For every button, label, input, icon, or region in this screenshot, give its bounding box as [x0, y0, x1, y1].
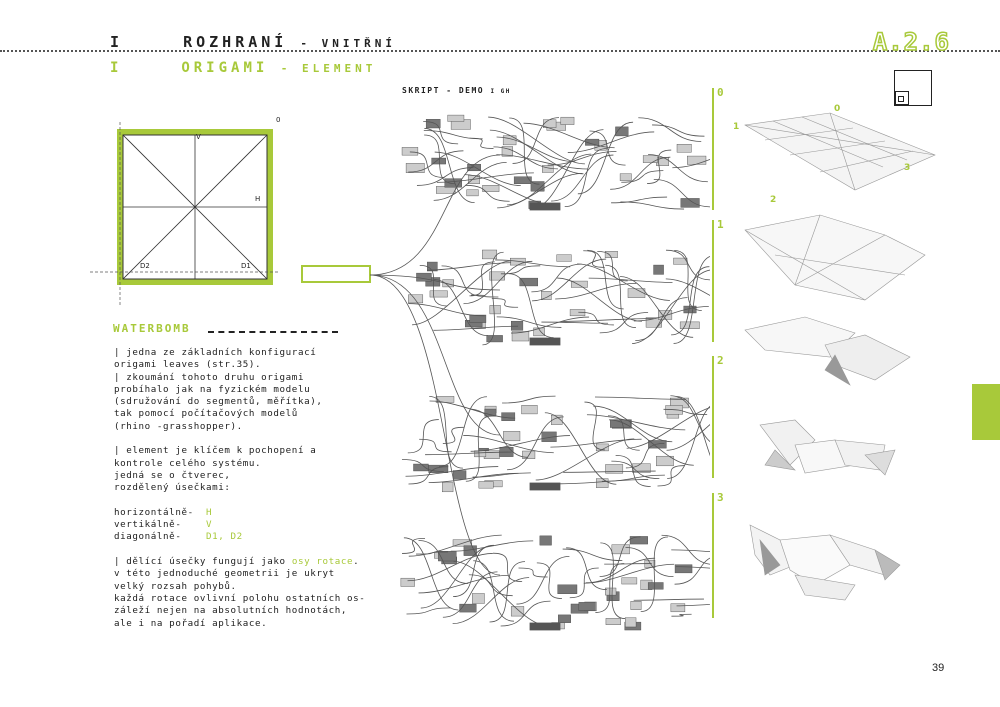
graph-wire	[502, 396, 555, 403]
diagram-label-v: V	[196, 133, 201, 141]
graph-node	[472, 593, 484, 603]
graph-wire	[568, 132, 654, 153]
origami-models	[735, 95, 950, 610]
body-line: každá rotace ovlivní polohu ostatních os-	[114, 592, 366, 604]
axis-value: D1, D2	[205, 531, 243, 543]
graph-node	[579, 602, 596, 610]
section-title: ORIGAMI	[181, 60, 269, 76]
graph-wire	[501, 601, 551, 626]
graph-node	[677, 144, 691, 152]
graph-node	[558, 615, 570, 623]
graph-node	[448, 115, 464, 121]
diagram-label-0: 0	[276, 116, 281, 124]
graph-wire	[611, 197, 667, 203]
axis-value: H	[205, 506, 213, 518]
graph-panel	[530, 338, 560, 345]
graph-node	[561, 117, 574, 124]
graph-node	[596, 479, 608, 488]
graph-wire	[635, 298, 687, 341]
stage-bar-3	[712, 493, 714, 618]
graph-node	[401, 578, 415, 586]
graph-wire	[548, 152, 617, 166]
diagram-label-d1: D1	[241, 262, 251, 270]
graph-node	[522, 405, 538, 414]
model-label-3: 3	[904, 163, 911, 173]
graph-node	[502, 413, 515, 421]
header-line-2	[110, 60, 376, 76]
graph-wire	[406, 608, 451, 614]
graph-node	[625, 618, 636, 627]
section-marker: I	[110, 33, 124, 51]
graph-wire	[658, 466, 685, 486]
graph-node	[558, 585, 577, 594]
graph-panel	[530, 203, 560, 210]
graph-wire	[647, 150, 671, 184]
body-line: kontrole celého systému.	[114, 457, 262, 469]
graph-node	[675, 565, 692, 573]
body-line: záleží nejen na absolutních hodnotách,	[114, 605, 347, 617]
graph-wire	[424, 130, 483, 138]
graph-node	[430, 291, 448, 297]
graph-node	[643, 156, 657, 163]
body-line: v této jednoduché geometrii je ukryt	[114, 568, 335, 580]
highlight-term: osy rotace	[291, 556, 354, 568]
page-title: ROZHRANÍ	[183, 33, 288, 51]
section-marker-2: I	[110, 60, 123, 76]
axis-label: horizontálně-	[114, 506, 206, 518]
graph-node	[416, 273, 431, 281]
model-label-0: 0	[834, 104, 841, 114]
graph-node	[402, 147, 418, 155]
graph-wire	[453, 578, 529, 624]
graph-node	[540, 536, 552, 545]
graph-node	[628, 289, 645, 298]
graph-node	[681, 198, 700, 207]
graph-node	[630, 536, 648, 544]
graph-node	[622, 578, 637, 584]
body-line: velký rozsah pohybů.	[114, 580, 237, 592]
graph-wire	[424, 135, 455, 184]
graph-node	[511, 321, 523, 330]
graph-node	[413, 464, 428, 471]
graph-node	[490, 305, 501, 314]
body-line: rozdělený úsečkami:	[114, 482, 231, 494]
side-tab	[972, 384, 1000, 440]
graph-wire	[593, 406, 672, 442]
axis-value: V	[205, 519, 213, 531]
graph-node	[503, 431, 520, 440]
graph-wire	[652, 125, 704, 136]
graph-node	[511, 606, 524, 616]
waterbomb-diagram	[90, 112, 280, 312]
graph-wire	[620, 202, 684, 209]
graph-node	[654, 265, 664, 274]
grasshopper-graph	[300, 95, 710, 635]
graph-node	[671, 604, 685, 612]
section-heading: WATERBOMB	[113, 322, 191, 335]
diagram-label-h: H	[255, 195, 261, 203]
body-line: jedná se o čtverec,	[114, 469, 231, 481]
graph-node	[503, 136, 516, 145]
graph-wire	[408, 420, 439, 453]
body-line: | element je klíčem k pochopení a	[114, 445, 317, 457]
body-line: | jedna ze základních konfigurací	[114, 347, 317, 358]
graph-node	[542, 165, 553, 172]
graph-node	[648, 582, 663, 589]
body-line: | dělící úsečky fungují jako	[114, 556, 292, 568]
graph-wire	[501, 266, 540, 274]
diagram-label-d2: D2	[140, 262, 150, 270]
stage-label-1: 1	[717, 218, 724, 231]
stage-bar-0	[712, 88, 714, 210]
graph-wire	[519, 568, 548, 577]
stage-label-0: 0	[717, 86, 724, 99]
axis-label: vertikálně-	[114, 519, 206, 531]
graph-node	[514, 177, 531, 184]
graph-node	[606, 618, 621, 624]
body-line: (rhino -grasshopper).	[114, 420, 243, 432]
page-number: 39	[932, 662, 945, 674]
graph-panel	[530, 623, 560, 630]
graph-wire	[454, 561, 549, 626]
body-line: tak pomocí počítačových modelů	[114, 408, 298, 420]
graph-wire	[412, 261, 511, 325]
stage-bar-2	[712, 356, 714, 478]
stage-label-3: 3	[717, 491, 724, 504]
body-line: .	[353, 556, 360, 568]
graph-node	[612, 545, 630, 554]
body-line: ale i na pořadí aplikace.	[114, 617, 268, 629]
page-subtitle: - VNITŘNÍ	[300, 37, 396, 50]
header-line-1	[110, 33, 396, 51]
graph-wire	[671, 614, 691, 616]
graph-wire	[429, 397, 463, 469]
stage-bar-1	[712, 220, 714, 342]
graph-node	[631, 601, 641, 610]
graph-node	[487, 335, 503, 342]
graph-panel	[530, 483, 560, 490]
graph-wire	[493, 553, 522, 581]
graph-wire	[531, 264, 581, 292]
graph-node	[442, 483, 453, 492]
graph-wire	[634, 599, 704, 600]
body-line: (sdružování do segmentů, měřítka),	[114, 396, 323, 408]
graph-node	[620, 174, 631, 181]
graph-node	[605, 588, 616, 595]
graph-wire	[541, 322, 608, 323]
graph-node	[438, 551, 456, 561]
page-code: A.2.6	[872, 28, 950, 56]
body-line: probíhalo jak na fyzickém modelu	[114, 383, 311, 395]
graph-node	[453, 471, 466, 480]
graph-node	[557, 255, 572, 262]
section-subtitle: - ELEMENT	[280, 62, 377, 75]
graph-node	[520, 278, 538, 286]
model-label-2: 2	[770, 195, 777, 205]
axis-label: diagonálně-	[114, 531, 206, 543]
script-title: SKRIPT - DEMO I GH	[402, 86, 511, 95]
graph-node	[467, 190, 479, 196]
graph-node	[474, 451, 485, 457]
body-line: origami leaves (str.35).	[114, 359, 262, 371]
graph-node	[479, 481, 493, 488]
graph-node	[408, 295, 422, 303]
stage-label-2: 2	[717, 354, 724, 367]
graph-wire	[536, 439, 634, 480]
graph-node	[610, 420, 630, 428]
model-label-1: 1	[733, 122, 740, 132]
body-line: | zkoumání tohoto druhu origami	[114, 371, 305, 383]
graph-node	[687, 156, 706, 164]
graph-wire	[638, 118, 701, 142]
graph-wire	[600, 313, 648, 333]
graph-wire	[469, 138, 493, 148]
